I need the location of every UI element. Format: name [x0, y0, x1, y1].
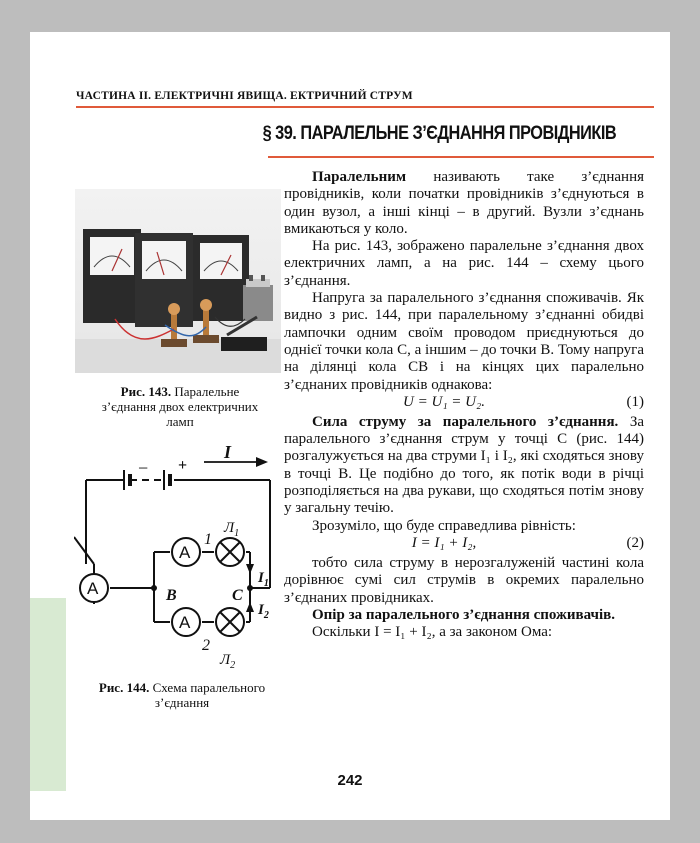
- figure-144-circuit: [74, 440, 284, 670]
- equation-1-body: U = U₁ = U₂.: [403, 393, 485, 410]
- meter-1: [83, 229, 141, 323]
- lamp-2-label: $Л_2$: [220, 652, 236, 670]
- main-ammeter-label: A: [87, 579, 99, 598]
- subheading-resistance: Опір за паралельного з’єднання споживачів.: [312, 606, 616, 623]
- margin-color-strip: [30, 598, 66, 791]
- equation-2-number: (2): [626, 534, 644, 551]
- paragraph-4-text: За паралельного з’єднання струм у точці С (рис. 144) розгалужується на два струми I₁ і I₂, які сходяться знову в точці В. Це подібно до того, як потік води в річці розподіляється на два рукави, що сходяться потім знову у загальну течію.: [284, 413, 644, 517]
- ammeter-2-label: A: [179, 613, 191, 632]
- figure-144-caption: [82, 680, 282, 710]
- paragraph-4: [284, 414, 644, 518]
- paragraph-8: Оскільки I = I₁ + I₂, а за законом Ома:: [312, 624, 553, 641]
- figure-143-caption: [90, 384, 270, 429]
- running-head: ЧАСТИНА ІІ. ЕЛЕКТРИЧНІ ЯВИЩА. ЕКТРИЧНИЙ СТРУМ: [76, 90, 413, 102]
- paragraph-2: На рис. 143, зображено паралельне з’єднання двох електричних ламп, а на рис. 144 – схему цього з’єднання.: [284, 238, 644, 289]
- paragraph-6: тобто сила струму в нерозгалуженій частині кола дорівнює сумі сил струмів в окремих паралельно з’єднаних провідниках.: [284, 554, 644, 606]
- figure-143-caption-line3: ламп: [166, 414, 194, 429]
- figure-143-photo: [75, 189, 281, 373]
- current-arrow-top: [204, 457, 268, 467]
- body-text: [284, 169, 644, 641]
- paragraph-5: Зрозуміло, що буде справедлива рівність:: [312, 517, 576, 534]
- node-c: [247, 585, 253, 591]
- current-i1-label: $I_1$: [258, 570, 269, 589]
- section-title: § 39. ПАРАЛЕЛЬНЕ З’ЄДНАННЯ ПРОВІДНИКІВ: [262, 123, 616, 144]
- current-label-top: I: [224, 442, 232, 462]
- paragraph-1-text: називають таке з’єднання провідників, коли початки провідників з’єднуються в один вузол, а інші кінці – в другий. Вузли з’єднань вмикаються у коло.: [284, 169, 644, 237]
- figure-143-caption-line1: Паралельне: [171, 384, 240, 399]
- equation-2-body: I = I₁ + I₂,: [411, 534, 477, 551]
- meters-and-lamps-illustration: [75, 189, 281, 373]
- paragraph-1: [284, 169, 644, 238]
- switch: [221, 317, 267, 351]
- figure-144-caption-line1: Схема паралельного: [149, 680, 266, 695]
- figure-143-caption-line2: з’єднання двох електричних: [101, 399, 259, 414]
- term-parallel: Паралельним: [312, 169, 407, 185]
- figure-144-label: Рис. 144.: [98, 680, 150, 695]
- header-rule: [76, 106, 654, 108]
- paragraph-7: [284, 607, 644, 624]
- equation-2: [284, 535, 644, 555]
- plus-label: +: [178, 457, 188, 474]
- lamp-2: [216, 608, 244, 636]
- lamp-1-label: $Л_1$: [224, 520, 240, 539]
- paragraph-3: Напруга за паралельного з’єднання споживачів. Як видно з рис. 144, при паралельному з’єднанні обидві лампочки одним своїм проводом приєднуються до однієї точки кола С, а іншим – до точки В. Тому напруга на ділянці кола СВ і на кінцях цих паралельно з’єднаних провідників однакова:: [284, 290, 644, 393]
- minus-label: −: [138, 458, 149, 478]
- branch-1-number: 1: [204, 531, 212, 548]
- battery: [243, 275, 273, 321]
- figure-144-caption-line2: з’єднання: [154, 695, 210, 710]
- page-number: 242: [337, 772, 363, 789]
- equation-1-number: (1): [626, 393, 644, 410]
- lamp-1: [216, 538, 244, 566]
- title-rule: [268, 156, 654, 158]
- current-i2-label: $I_2$: [258, 602, 269, 621]
- subheading-current: Сила струму за паралельного з’єднання.: [312, 413, 619, 430]
- figure-143-label: Рис. 143.: [120, 384, 172, 399]
- node-b-label: B: [166, 587, 177, 604]
- node-c-label: C: [232, 587, 243, 604]
- textbook-page: [30, 32, 670, 820]
- meter-2: [135, 233, 193, 327]
- switch-lever: [74, 537, 94, 564]
- branch-2-number: 2: [202, 637, 210, 654]
- equation-1: [284, 394, 644, 414]
- node-b: [151, 585, 157, 591]
- ammeter-1-label: A: [179, 543, 191, 562]
